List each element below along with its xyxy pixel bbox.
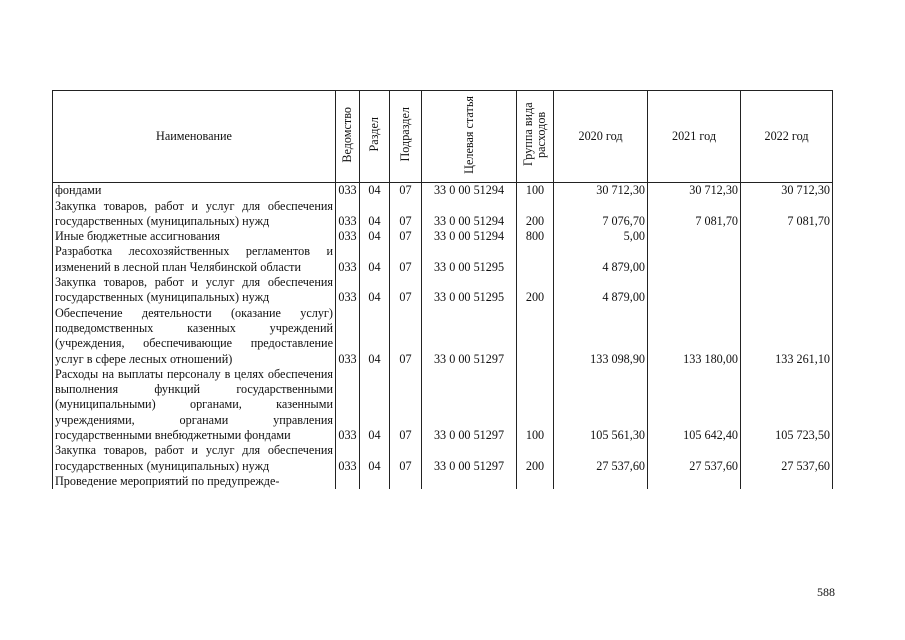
cell-2020: 4 879,00 [554,275,648,306]
cell-name: Закупка товаров, работ и услуг для обеспечения государственных (муниципальных) нужд [53,199,336,230]
cell-razdel: 04 [360,244,390,275]
cell-2022: 105 723,50 [741,367,833,443]
cell-expense-group: 800 [517,229,554,244]
cell-vedomstvo: 033 [336,367,360,443]
table-row [53,367,833,443]
cell-2022: 7 081,70 [741,199,833,230]
cell-name: Закупка товаров, работ и услуг для обеспечения государственных (муниципальных) нужд [53,275,336,306]
table-row [53,199,833,230]
cell-podrazdel [390,474,422,489]
cell-vedomstvo: 033 [336,244,360,275]
cell-podrazdel: 07 [390,443,422,474]
cell-2021: 27 537,60 [648,443,741,474]
cell-expense-group: 200 [517,443,554,474]
cell-target-article: 33 0 00 51294 [422,183,517,199]
cell-name: Иные бюджетные ассигнования [53,229,336,244]
cell-expense-group: 100 [517,183,554,199]
cell-podrazdel: 07 [390,367,422,443]
table-row [53,474,833,489]
cell-podrazdel: 07 [390,199,422,230]
cell-2022 [741,244,833,275]
cell-target-article [422,474,517,489]
cell-name: Разработка лесохозяйственных регламентов и изменений в лесной план Челябинской области [53,244,336,275]
cell-razdel: 04 [360,199,390,230]
cell-podrazdel: 07 [390,229,422,244]
cell-name: Обеспечение деятельности (оказание услуг) подведомственных казенных учреждений (учреждения, обеспечивающие предоставление услуг в сфере лесных отношений) [53,306,336,367]
cell-2022: 30 712,30 [741,183,833,199]
cell-2021 [648,229,741,244]
cell-2020: 30 712,30 [554,183,648,199]
cell-2020: 133 098,90 [554,306,648,367]
header-podrazdel-label: Подраздел [398,107,412,162]
cell-2020: 105 561,30 [554,367,648,443]
cell-2021 [648,275,741,306]
header-2022 [741,91,833,183]
table-row [53,229,833,244]
cell-expense-group: 200 [517,275,554,306]
cell-2022 [741,474,833,489]
cell-2022: 133 261,10 [741,306,833,367]
cell-name: Закупка товаров, работ и услуг для обеспечения государственных (муниципальных) нужд [53,443,336,474]
cell-vedomstvo [336,474,360,489]
cell-razdel: 04 [360,275,390,306]
header-expense-group [517,91,554,183]
cell-target-article: 33 0 00 51297 [422,367,517,443]
table-body [53,183,833,489]
header-razdel [360,91,390,183]
cell-name: Проведение мероприятий по предупрежде- [53,474,336,489]
table-row [53,183,833,199]
header-target-article-label: Целевая статья [461,95,476,174]
cell-razdel: 04 [360,443,390,474]
header-vedomstvo-label: Ведомство [340,106,354,163]
cell-2020: 27 537,60 [554,443,648,474]
cell-razdel: 04 [360,306,390,367]
cell-vedomstvo: 033 [336,229,360,244]
cell-2021 [648,474,741,489]
header-vedomstvo [336,91,360,183]
table-row [53,275,833,306]
budget-table [52,90,833,489]
cell-vedomstvo: 033 [336,199,360,230]
table-row [53,244,833,275]
cell-vedomstvo: 033 [336,443,360,474]
cell-target-article: 33 0 00 51295 [422,244,517,275]
cell-expense-group [517,244,554,275]
header-razdel-label: Раздел [367,117,381,152]
cell-podrazdel: 07 [390,306,422,367]
cell-2020 [554,474,648,489]
cell-podrazdel: 07 [390,183,422,199]
cell-2021: 30 712,30 [648,183,741,199]
cell-target-article: 33 0 00 51294 [422,199,517,230]
cell-2022: 27 537,60 [741,443,833,474]
cell-vedomstvo: 033 [336,275,360,306]
cell-expense-group [517,474,554,489]
cell-target-article: 33 0 00 51297 [422,306,517,367]
cell-target-article: 33 0 00 51297 [422,443,517,474]
cell-razdel: 04 [360,183,390,199]
header-2020-label: 2020 год [578,129,623,143]
cell-name: Расходы на выплаты персоналу в целях обеспечения выполнения функций государственными (муниципальными) органами, казенными учреждениями, органами управления государственными внебюджетными фондами [53,367,336,443]
cell-2020: 4 879,00 [554,244,648,275]
table-row [53,306,833,367]
cell-vedomstvo: 033 [336,183,360,199]
cell-2021: 133 180,00 [648,306,741,367]
header-2021-label: 2021 год [671,129,717,143]
cell-2021 [648,244,741,275]
cell-target-article: 33 0 00 51295 [422,275,517,306]
cell-target-article: 33 0 00 51294 [422,229,517,244]
header-expense-group-label: Группа вида расходов [521,102,548,167]
header-name [53,91,336,183]
header-2022-label: 2022 год [764,129,809,143]
header-name-label: Наименование [156,129,232,143]
cell-2020: 7 076,70 [554,199,648,230]
table-row [53,443,833,474]
cell-2020: 5,00 [554,229,648,244]
header-2020 [554,91,648,183]
cell-2021: 105 642,40 [648,367,741,443]
cell-expense-group [517,306,554,367]
page-number: 588 [817,585,835,599]
cell-2021: 7 081,70 [648,199,741,230]
cell-vedomstvo: 033 [336,306,360,367]
cell-expense-group: 100 [517,367,554,443]
header-podrazdel [390,91,422,183]
cell-razdel: 04 [360,367,390,443]
table-header-row [53,91,833,183]
cell-name: фондами [53,183,336,199]
header-target-article [422,91,517,183]
cell-2022 [741,275,833,306]
cell-expense-group: 200 [517,199,554,230]
cell-razdel [360,474,390,489]
cell-2022 [741,229,833,244]
cell-podrazdel: 07 [390,275,422,306]
header-2021 [648,91,741,183]
cell-podrazdel: 07 [390,244,422,275]
cell-razdel: 04 [360,229,390,244]
